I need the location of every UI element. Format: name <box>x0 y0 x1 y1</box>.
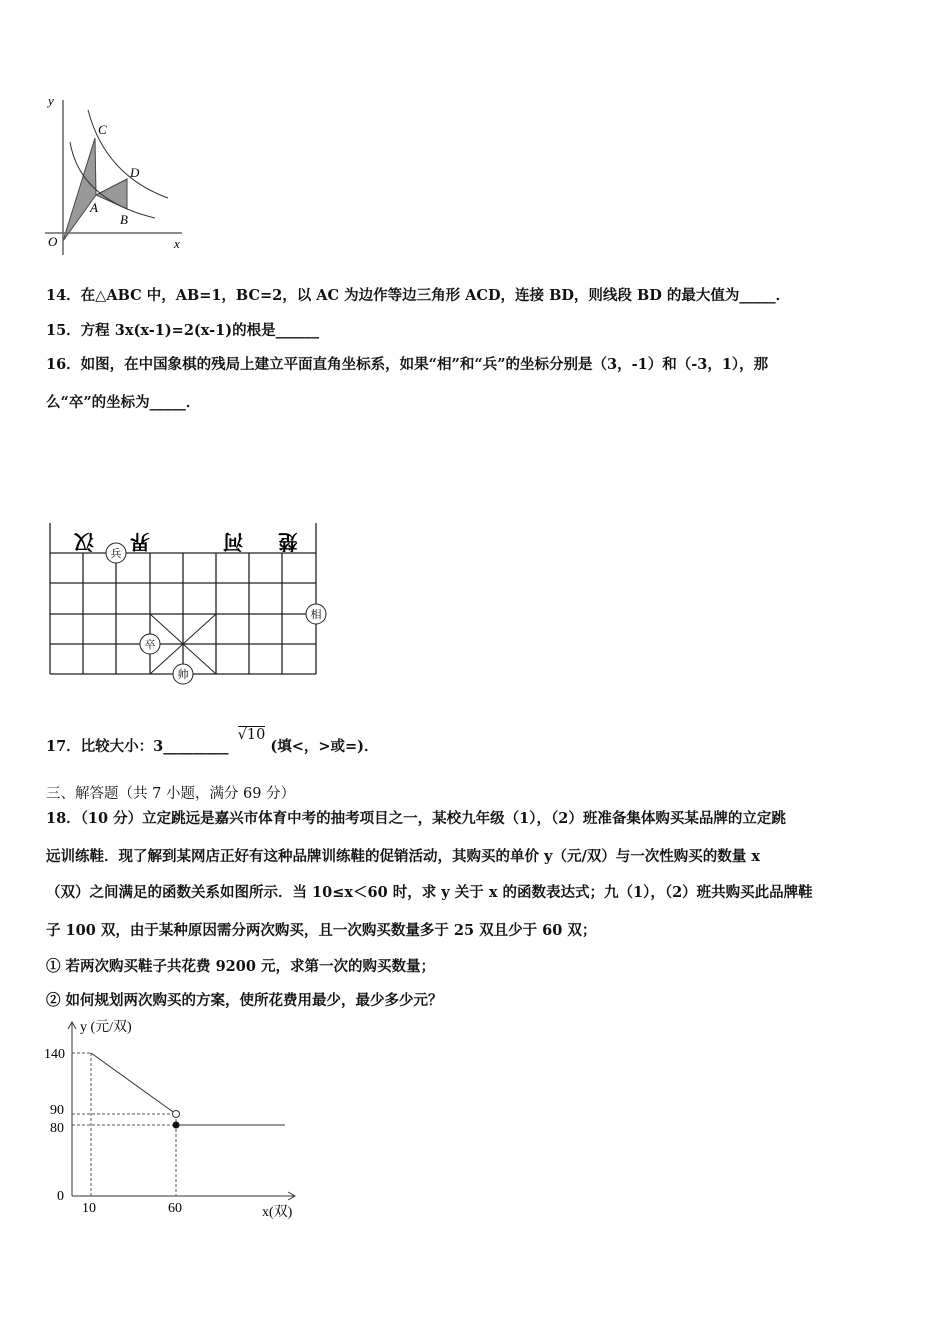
radicand: 10 <box>246 727 266 743</box>
shaded-triangle-oca <box>63 138 96 241</box>
question-17 <box>46 727 379 756</box>
piece-xiang <box>306 604 326 624</box>
q18-line1: 18．（10 分）立定跳远是嘉兴市体育中考的抽考项目之一，某校九年级（1），（2）班准备集体购买某品牌的立定跳 <box>46 810 786 827</box>
svg-text:帅: 帅 <box>177 669 189 681</box>
c-label: C <box>98 122 107 137</box>
a-label: A <box>90 200 98 215</box>
ytick-90: 90 <box>50 1103 64 1118</box>
svg-text:卒: 卒 <box>144 639 156 651</box>
x-axis-label: x(双) <box>262 1205 293 1220</box>
ytick-80: 80 <box>50 1121 64 1136</box>
piece-zu <box>140 634 160 654</box>
question-15: 15．方程 3x(x-1)=2(x-1)的根是______ <box>46 322 320 339</box>
river-text-han: 汉 <box>74 530 94 552</box>
piece-shuai <box>173 664 193 684</box>
o-label: O <box>48 234 58 249</box>
xtick-60: 60 <box>168 1201 182 1216</box>
x-label: x <box>174 236 180 251</box>
svg-text:相: 相 <box>310 609 322 621</box>
question-16-line2: 么“卒”的坐标为_____． <box>46 394 201 411</box>
d-label: D <box>130 165 140 180</box>
q17-suffix: (填<，>或=)． <box>270 738 379 755</box>
q17-prefix: 17．比较大小：3_________ <box>46 738 229 755</box>
q18-line4: 子 100 双，由于某种原因需分两次购买，且一次购买数量多于 25 双且少于 60 双； <box>46 922 597 939</box>
sqrt-10: √10 <box>237 727 266 743</box>
closed-point <box>173 1122 180 1129</box>
q18-sub1: ① 若两次购买鞋子共花费 9200 元，求第一次的购买数量； <box>46 958 435 975</box>
question-14: 14．在△ABC 中，AB=1，BC=2，以 AC 为边作等边三角形 ACD，连接 BD，则线段 BD 的最大值为_____． <box>46 287 791 304</box>
b-label: B <box>120 212 128 227</box>
y-axis-label: y (元/双) <box>80 1020 132 1035</box>
q18-line3: （双）之间满足的函数关系如图所示．当 10≤x＜60 时，求 y 关于 x 的函数表达式；九（1），（2）班共购买此品牌鞋 <box>46 884 813 901</box>
q18-sub2: ② 如何规划两次购买的方案，使所花费用最少，最少多少元？ <box>46 992 443 1009</box>
ytick-140: 140 <box>44 1047 65 1062</box>
river-text-jie: 界 <box>130 530 150 552</box>
river-text-he: 河 <box>223 530 243 552</box>
open-point <box>173 1111 180 1118</box>
ytick-0: 0 <box>57 1189 64 1204</box>
decreasing-segment <box>91 1053 176 1114</box>
y-label: y <box>48 93 54 108</box>
piece-bing <box>106 543 126 563</box>
xtick-10: 10 <box>82 1201 96 1216</box>
svg-text:兵: 兵 <box>110 548 122 560</box>
q18-line2: 远训练鞋．现了解到某网店正好有这种品牌训练鞋的促销活动，其购买的单价 y（元/双）与一次性购买的数量 x <box>46 848 760 865</box>
river-text-chu: 楚 <box>278 530 298 552</box>
section-3-heading: 三、解答题（共 7 小题，满分 69 分） <box>46 786 296 802</box>
question-16-line1: 16．如图，在中国象棋的残局上建立平面直角坐标系，如果“相”和“兵”的坐标分别是（3，-1）和（-3，1），那 <box>46 356 769 373</box>
